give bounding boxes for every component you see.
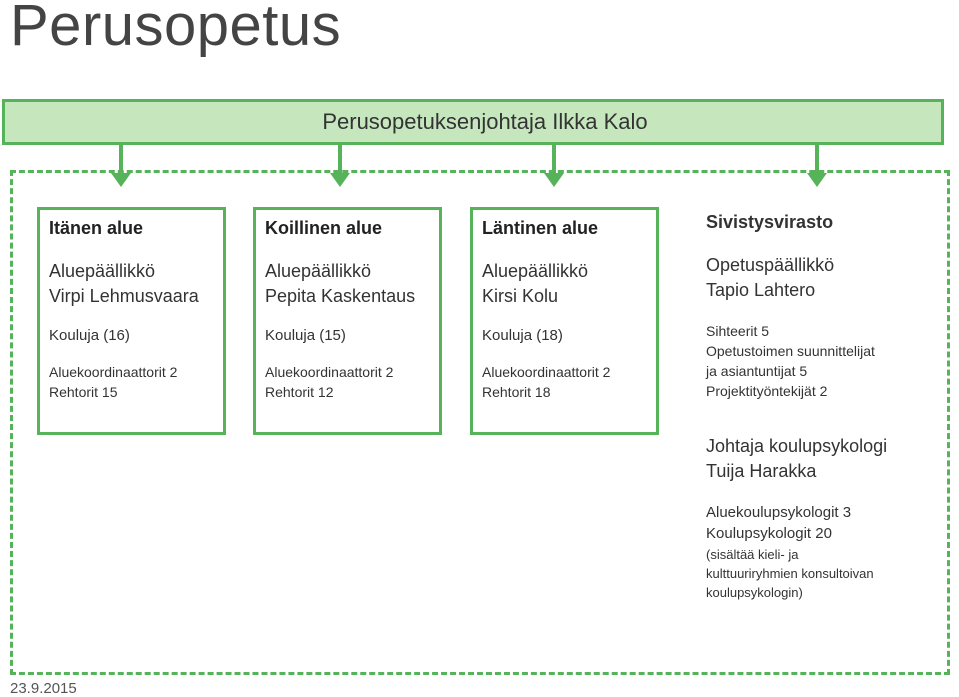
region-box-northeast <box>253 207 442 435</box>
region-box-west <box>470 207 659 435</box>
region-head-role: Aluepäällikkö <box>265 261 372 281</box>
office-staff-line: ja asiantuntijat 5 <box>706 363 808 379</box>
date-footer: 23.9.2015 <box>10 680 77 697</box>
region-title: Koillinen alue <box>265 218 383 238</box>
region-principals: Rehtorit 12 <box>265 384 334 400</box>
region-schools: Kouluja (15) <box>265 327 346 344</box>
region-schools: Kouluja (18) <box>482 327 563 344</box>
region-title: Läntinen alue <box>482 218 599 238</box>
region-coordinators: Aluekoordinaattorit 2 <box>49 364 178 380</box>
region-box-east <box>37 207 226 435</box>
office-staff-line: Projektityöntekijät 2 <box>706 383 828 399</box>
director-box <box>2 99 944 145</box>
region-title: Itänen alue <box>49 218 144 238</box>
office-head-name: Tapio Lahtero <box>706 280 816 300</box>
region-head-name: Pepita Kaskentaus <box>265 286 416 306</box>
region-coordinators: Aluekoordinaattorit 2 <box>265 364 394 380</box>
region-head-role: Aluepäällikkö <box>49 261 156 281</box>
psychologist-note-line: koulupsykologin) <box>706 585 803 600</box>
region-schools: Kouluja (16) <box>49 327 130 344</box>
office-staff-line: Sihteerit 5 <box>706 323 770 339</box>
region-head-name: Kirsi Kolu <box>482 286 559 306</box>
office-staff-line: Opetustoimen suunnittelijat <box>706 343 875 359</box>
office-title: Sivistysvirasto <box>706 212 834 232</box>
office-column <box>706 212 951 602</box>
psychologist-staff-line: Koulupsykologit 20 <box>706 525 832 542</box>
region-principals: Rehtorit 18 <box>482 384 551 400</box>
region-principals: Rehtorit 15 <box>49 384 118 400</box>
region-coordinators: Aluekoordinaattorit 2 <box>482 364 611 380</box>
region-head-name: Virpi Lehmusvaara <box>49 286 199 306</box>
psychologist-note-line: kulttuuriryhmien konsultoivan <box>706 566 874 581</box>
director-label: Perusopetuksenjohtaja Ilkka Kalo <box>322 109 648 134</box>
psychologist-staff-line: Aluekoulupsykologit 3 <box>706 504 852 521</box>
psychologist-note-line: (sisältää kieli- ja <box>706 547 799 562</box>
office-head-role: Opetuspäällikkö <box>706 255 835 275</box>
psychologist-head-name: Tuija Harakka <box>706 461 817 481</box>
page-title: Perusopetus <box>10 0 342 58</box>
psychologist-head-role: Johtaja koulupsykologi <box>706 436 888 456</box>
region-head-role: Aluepäällikkö <box>482 261 589 281</box>
